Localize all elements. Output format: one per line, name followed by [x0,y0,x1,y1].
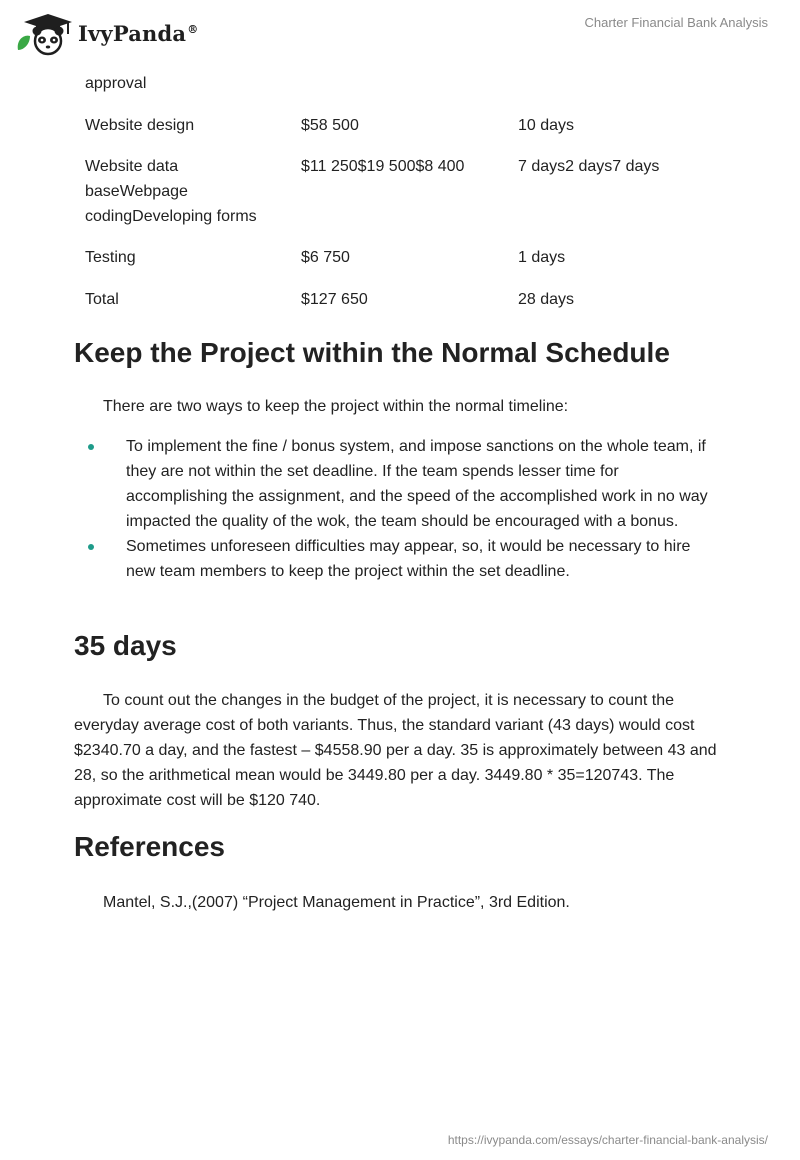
table-cell-task: Website design [85,117,195,134]
table-cell-task: approval [85,75,147,92]
bullet-icon [88,544,94,550]
list-item-text: Sometimes unforeseen difficulties may appear, so, it would be necessary to hire new team members to keep the project within the set deadline. [126,538,691,580]
source-url[interactable]: https://ivypanda.com/essays/charter-financial-bank-analysis/ [447,1133,768,1147]
list-item-text: To implement the fine / bonus system, and impose sanctions on the whole team, if they are not within the set deadline. If the team spends lesser time for accomplishing the assignment, and the speed of the accomplished work in no way impacted the quality of the wok, the team should be encouraged with a bonus. [126,438,708,530]
table-cell-duration: 7 days2 days7 days [518,158,660,175]
reference-item: Mantel, S.J.,(2007) “Project Management in Practice”, 3rd Edition. [103,894,570,911]
bullet-icon [88,444,94,450]
list-item [74,534,724,584]
table-cell-task: Total [85,291,119,308]
table-cell-cost: $11 250$19 500$8 400 [301,158,465,175]
panda-graduate-icon [14,10,74,56]
table-cell-duration: 28 days [518,291,575,308]
schedule-intro: There are two ways to keep the project within the normal timeline: [103,398,569,415]
table-cell-cost: $58 500 [301,117,359,134]
table-cell-cost: $127 650 [301,291,368,308]
section-heading-schedule: Keep the Project within the Normal Schedule [74,337,670,368]
section-heading-references: References [74,831,225,862]
table-cell-duration: 1 days [518,249,566,266]
section-heading-35-days: 35 days [74,630,177,661]
schedule-bullet-list [74,434,724,584]
days-paragraph: To count out the changes in the budget of the project, it is necessary to count the everyday average cost of both variants. Thus, the standard variant (43 days) would cost $2340.70 a day, and the fastest – $4558.90 per a day. 35 is approximately between 43 and 28, so the arithmetical mean would be 3449.80 per a day. 3449.80 * 35=120743. The approximate cost will be $120 740. [74,692,717,809]
table-cell-duration: 10 days [518,117,575,134]
ivypanda-logo[interactable] [14,10,198,56]
table-cell-task: Website data baseWebpage codingDeveloping forms [85,158,257,225]
logo-wordmark: IvyPanda® [78,20,199,46]
page-header [0,0,800,64]
list-item [74,434,724,534]
table-cell-task: Testing [85,249,136,266]
registered-mark: ® [187,22,199,36]
document-title: Charter Financial Bank Analysis [584,15,768,30]
table-cell-cost: $6 750 [301,249,350,266]
